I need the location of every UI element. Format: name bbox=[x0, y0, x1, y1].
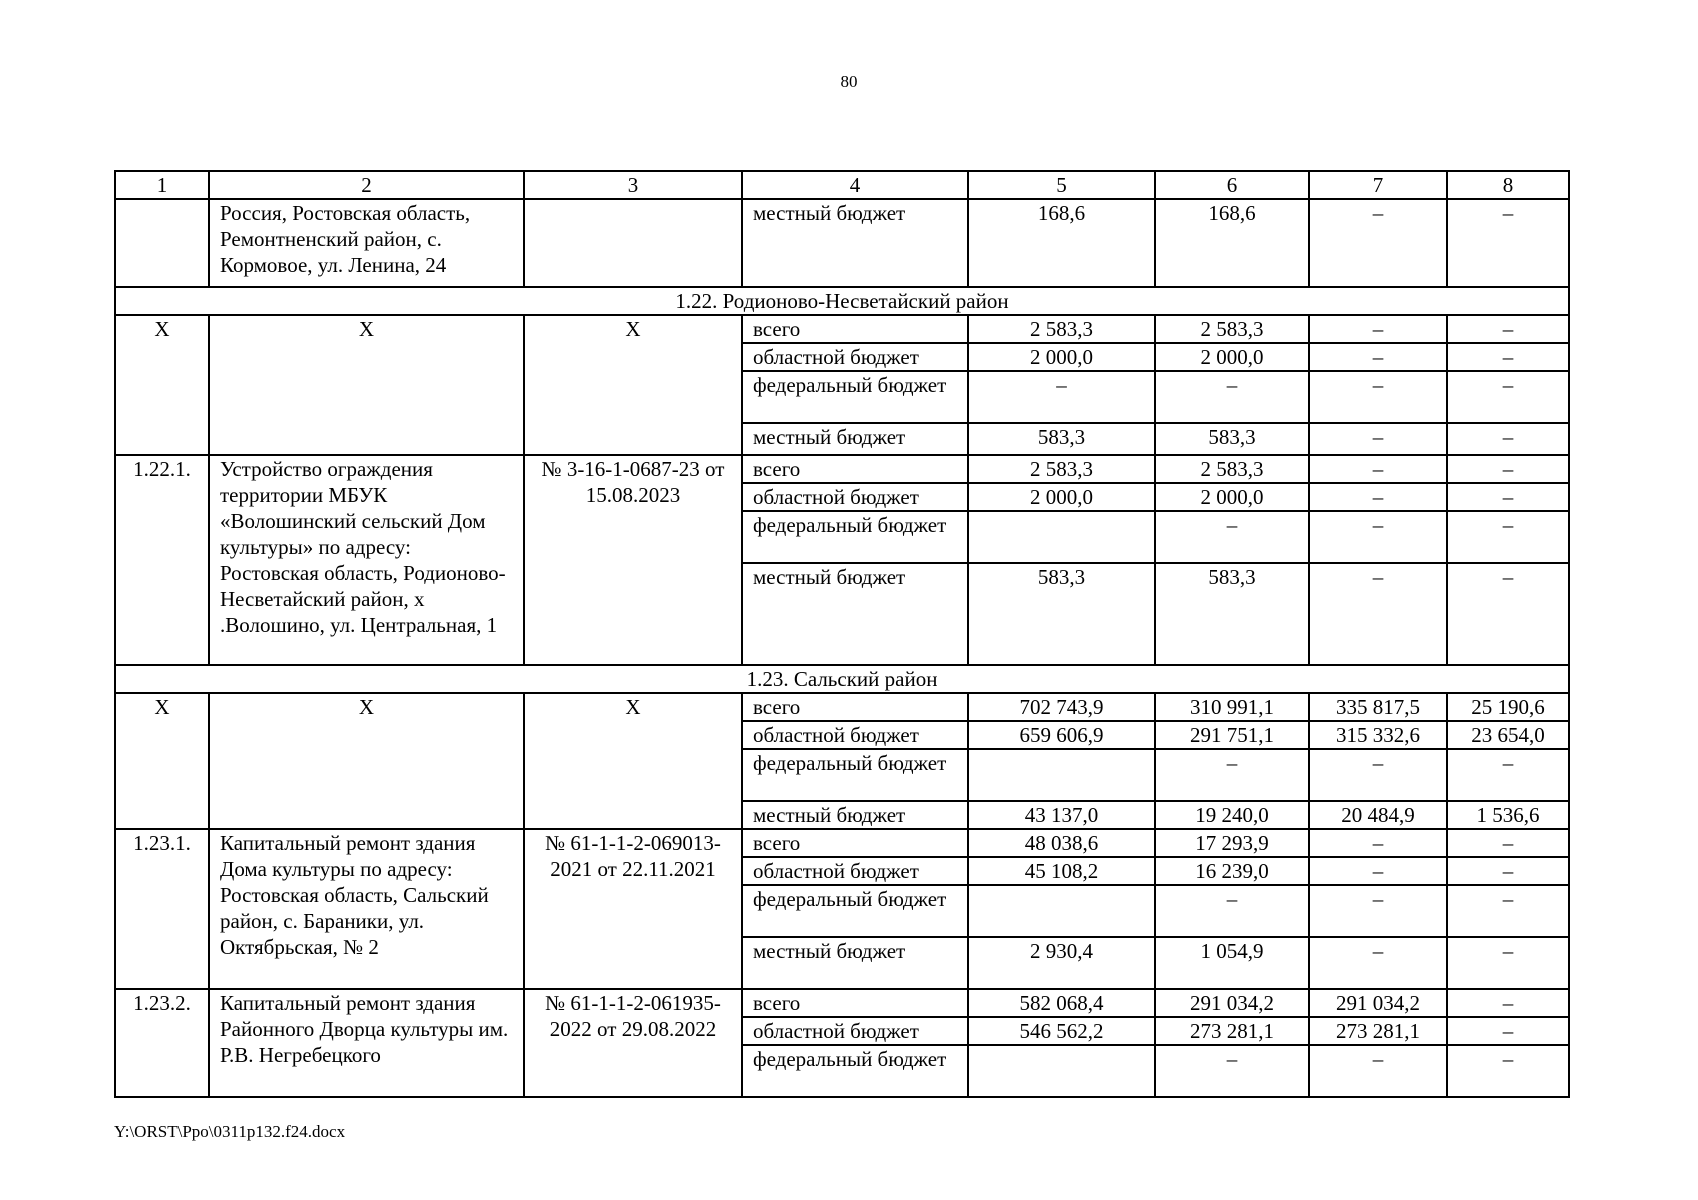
amount-cell-v5: 546 562,2 bbox=[968, 1017, 1155, 1045]
budget-source-cell: всего bbox=[742, 989, 968, 1017]
amount-cell-v7: – bbox=[1309, 937, 1447, 989]
amount-cell-v5 bbox=[968, 511, 1155, 563]
section-title: 1.23. Сальский район bbox=[115, 665, 1569, 693]
budget-source-cell: местный бюджет bbox=[742, 801, 968, 829]
budget-source-cell: федеральный бюджет bbox=[742, 1045, 968, 1097]
amount-cell-v8: – bbox=[1447, 1045, 1569, 1097]
amount-cell-v8: 25 190,6 bbox=[1447, 693, 1569, 721]
amount-cell-v5 bbox=[968, 1045, 1155, 1097]
amount-cell-v6: 310 991,1 bbox=[1155, 693, 1309, 721]
amount-cell-v5: 2 583,3 bbox=[968, 455, 1155, 483]
amount-cell-v7: – bbox=[1309, 343, 1447, 371]
amount-cell-v5: 583,3 bbox=[968, 563, 1155, 665]
amount-cell-v8: – bbox=[1447, 343, 1569, 371]
file-path-footer: Y:\ORST\Ppo\0311p132.f24.docx bbox=[114, 1122, 346, 1141]
column-header: 3 bbox=[524, 171, 742, 199]
amount-cell-v7: – bbox=[1309, 749, 1447, 801]
amount-cell-v7: – bbox=[1309, 885, 1447, 937]
amount-cell-v5: 659 606,9 bbox=[968, 721, 1155, 749]
budget-source-cell: всего bbox=[742, 455, 968, 483]
budget-source-cell: местный бюджет bbox=[742, 937, 968, 989]
amount-cell-v8: – bbox=[1447, 483, 1569, 511]
object-name-cell: Капитальный ремонт здания Районного Дворца культуры им. Р.В. Негребецкого bbox=[209, 989, 524, 1097]
amount-cell-v7: – bbox=[1309, 315, 1447, 343]
amount-cell-v8: – bbox=[1447, 455, 1569, 483]
amount-cell-v7: – bbox=[1309, 857, 1447, 885]
amount-cell-v8: – bbox=[1447, 885, 1569, 937]
amount-cell-v6: 583,3 bbox=[1155, 563, 1309, 665]
section-header-row bbox=[115, 665, 1569, 693]
table-body bbox=[115, 171, 1569, 1097]
amount-cell-v5: 2 930,4 bbox=[968, 937, 1155, 989]
column-header: 2 bbox=[209, 171, 524, 199]
amount-cell-v7: – bbox=[1309, 199, 1447, 287]
amount-cell-v7: 20 484,9 bbox=[1309, 801, 1447, 829]
amount-cell-v8: – bbox=[1447, 511, 1569, 563]
amount-cell-v7: – bbox=[1309, 563, 1447, 665]
object-name-cell: Х bbox=[209, 315, 524, 455]
budget-source-cell: федеральный бюджет bbox=[742, 749, 968, 801]
column-header-row bbox=[115, 171, 1569, 199]
amount-cell-v7: – bbox=[1309, 511, 1447, 563]
object-name-cell: Россия, Ростовская область, Ремонтненский район, с. Кормовое, ул. Ленина, 24 bbox=[209, 199, 524, 287]
amount-cell-v7: 335 817,5 bbox=[1309, 693, 1447, 721]
amount-cell-v5: 582 068,4 bbox=[968, 989, 1155, 1017]
table-row bbox=[115, 199, 1569, 287]
amount-cell-v6: – bbox=[1155, 885, 1309, 937]
document-number-cell: № 61-1-1-2-069013-2021 от 22.11.2021 bbox=[524, 829, 742, 989]
amount-cell-v7: 291 034,2 bbox=[1309, 989, 1447, 1017]
amount-cell-v5: 2 000,0 bbox=[968, 483, 1155, 511]
budget-source-cell: местный бюджет bbox=[742, 199, 968, 287]
budget-source-cell: федеральный бюджет bbox=[742, 511, 968, 563]
amount-cell-v6: 2 583,3 bbox=[1155, 455, 1309, 483]
table-row bbox=[115, 455, 1569, 483]
amount-cell-v7: – bbox=[1309, 829, 1447, 857]
row-number-cell: Х bbox=[115, 693, 209, 829]
amount-cell-v6: 16 239,0 bbox=[1155, 857, 1309, 885]
amount-cell-v5 bbox=[968, 749, 1155, 801]
budget-source-cell: областной бюджет bbox=[742, 343, 968, 371]
column-header: 4 bbox=[742, 171, 968, 199]
budget-source-cell: областной бюджет bbox=[742, 857, 968, 885]
amount-cell-v5: 2 583,3 bbox=[968, 315, 1155, 343]
object-name-cell: Капитальный ремонт здания Дома культуры по адресу: Ростовская область, Сальский район, с. Бараники, ул. Октябрьская, № 2 bbox=[209, 829, 524, 989]
amount-cell-v6: 2 000,0 bbox=[1155, 343, 1309, 371]
section-header-row bbox=[115, 287, 1569, 315]
amount-cell-v5: 168,6 bbox=[968, 199, 1155, 287]
amount-cell-v6: 273 281,1 bbox=[1155, 1017, 1309, 1045]
amount-cell-v6: 291 034,2 bbox=[1155, 989, 1309, 1017]
amount-cell-v5: 45 108,2 bbox=[968, 857, 1155, 885]
row-number-cell: 1.23.1. bbox=[115, 829, 209, 989]
amount-cell-v5: 583,3 bbox=[968, 423, 1155, 455]
row-number-cell: Х bbox=[115, 315, 209, 455]
amount-cell-v5 bbox=[968, 885, 1155, 937]
amount-cell-v5: – bbox=[968, 371, 1155, 423]
budget-source-cell: областной бюджет bbox=[742, 483, 968, 511]
amount-cell-v6: – bbox=[1155, 371, 1309, 423]
budget-source-cell: местный бюджет bbox=[742, 423, 968, 455]
amount-cell-v8: 23 654,0 bbox=[1447, 721, 1569, 749]
amount-cell-v8: 1 536,6 bbox=[1447, 801, 1569, 829]
budget-source-cell: всего bbox=[742, 693, 968, 721]
budget-source-cell: областной бюджет bbox=[742, 1017, 968, 1045]
amount-cell-v7: – bbox=[1309, 423, 1447, 455]
amount-cell-v6: 291 751,1 bbox=[1155, 721, 1309, 749]
amount-cell-v8: – bbox=[1447, 199, 1569, 287]
page-number: 80 bbox=[840, 72, 858, 91]
row-number-cell: 1.22.1. bbox=[115, 455, 209, 665]
budget-source-cell: всего bbox=[742, 315, 968, 343]
row-number-cell bbox=[115, 199, 209, 287]
budget-source-cell: федеральный бюджет bbox=[742, 885, 968, 937]
amount-cell-v6: 583,3 bbox=[1155, 423, 1309, 455]
row-number-cell: 1.23.2. bbox=[115, 989, 209, 1097]
amount-cell-v8: – bbox=[1447, 989, 1569, 1017]
amount-cell-v6: 2 583,3 bbox=[1155, 315, 1309, 343]
budget-source-cell: областной бюджет bbox=[742, 721, 968, 749]
amount-cell-v7: 315 332,6 bbox=[1309, 721, 1447, 749]
amount-cell-v7: – bbox=[1309, 371, 1447, 423]
amount-cell-v8: – bbox=[1447, 423, 1569, 455]
amount-cell-v6: 17 293,9 bbox=[1155, 829, 1309, 857]
amount-cell-v6: 1 054,9 bbox=[1155, 937, 1309, 989]
table-row bbox=[115, 829, 1569, 857]
section-title: 1.22. Родионово-Несветайский район bbox=[115, 287, 1569, 315]
document-number-cell: № 3-16-1-0687-23 от 15.08.2023 bbox=[524, 455, 742, 665]
amount-cell-v5: 2 000,0 bbox=[968, 343, 1155, 371]
amount-cell-v8: – bbox=[1447, 829, 1569, 857]
budget-source-cell: федеральный бюджет bbox=[742, 371, 968, 423]
amount-cell-v7: – bbox=[1309, 483, 1447, 511]
amount-cell-v8: – bbox=[1447, 937, 1569, 989]
budget-source-cell: всего bbox=[742, 829, 968, 857]
amount-cell-v8: – bbox=[1447, 371, 1569, 423]
table-row bbox=[115, 315, 1569, 343]
amount-cell-v7: – bbox=[1309, 1045, 1447, 1097]
object-name-cell: Устройство ограждения территории МБУК «Волошинский сельский Дом культуры» по адресу: Ростовская область, Родионово-Несветайский район, х .Волошино, ул. Центральная, 1 bbox=[209, 455, 524, 665]
amount-cell-v7: 273 281,1 bbox=[1309, 1017, 1447, 1045]
document-number-cell bbox=[524, 199, 742, 287]
table-row bbox=[115, 989, 1569, 1017]
amount-cell-v7: – bbox=[1309, 455, 1447, 483]
column-header: 6 bbox=[1155, 171, 1309, 199]
amount-cell-v8: – bbox=[1447, 563, 1569, 665]
budget-table bbox=[114, 170, 1570, 1098]
amount-cell-v6: 2 000,0 bbox=[1155, 483, 1309, 511]
column-header: 8 bbox=[1447, 171, 1569, 199]
amount-cell-v6: – bbox=[1155, 1045, 1309, 1097]
amount-cell-v5: 48 038,6 bbox=[968, 829, 1155, 857]
amount-cell-v5: 702 743,9 bbox=[968, 693, 1155, 721]
amount-cell-v8: – bbox=[1447, 857, 1569, 885]
column-header: 7 bbox=[1309, 171, 1447, 199]
budget-source-cell: местный бюджет bbox=[742, 563, 968, 665]
amount-cell-v6: 19 240,0 bbox=[1155, 801, 1309, 829]
column-header: 1 bbox=[115, 171, 209, 199]
document-number-cell: Х bbox=[524, 693, 742, 829]
amount-cell-v6: – bbox=[1155, 749, 1309, 801]
amount-cell-v5: 43 137,0 bbox=[968, 801, 1155, 829]
amount-cell-v8: – bbox=[1447, 315, 1569, 343]
object-name-cell: Х bbox=[209, 693, 524, 829]
column-header: 5 bbox=[968, 171, 1155, 199]
amount-cell-v6: – bbox=[1155, 511, 1309, 563]
amount-cell-v8: – bbox=[1447, 1017, 1569, 1045]
table-row bbox=[115, 693, 1569, 721]
document-number-cell: Х bbox=[524, 315, 742, 455]
amount-cell-v6: 168,6 bbox=[1155, 199, 1309, 287]
amount-cell-v8: – bbox=[1447, 749, 1569, 801]
document-number-cell: № 61-1-1-2-061935-2022 от 29.08.2022 bbox=[524, 989, 742, 1097]
